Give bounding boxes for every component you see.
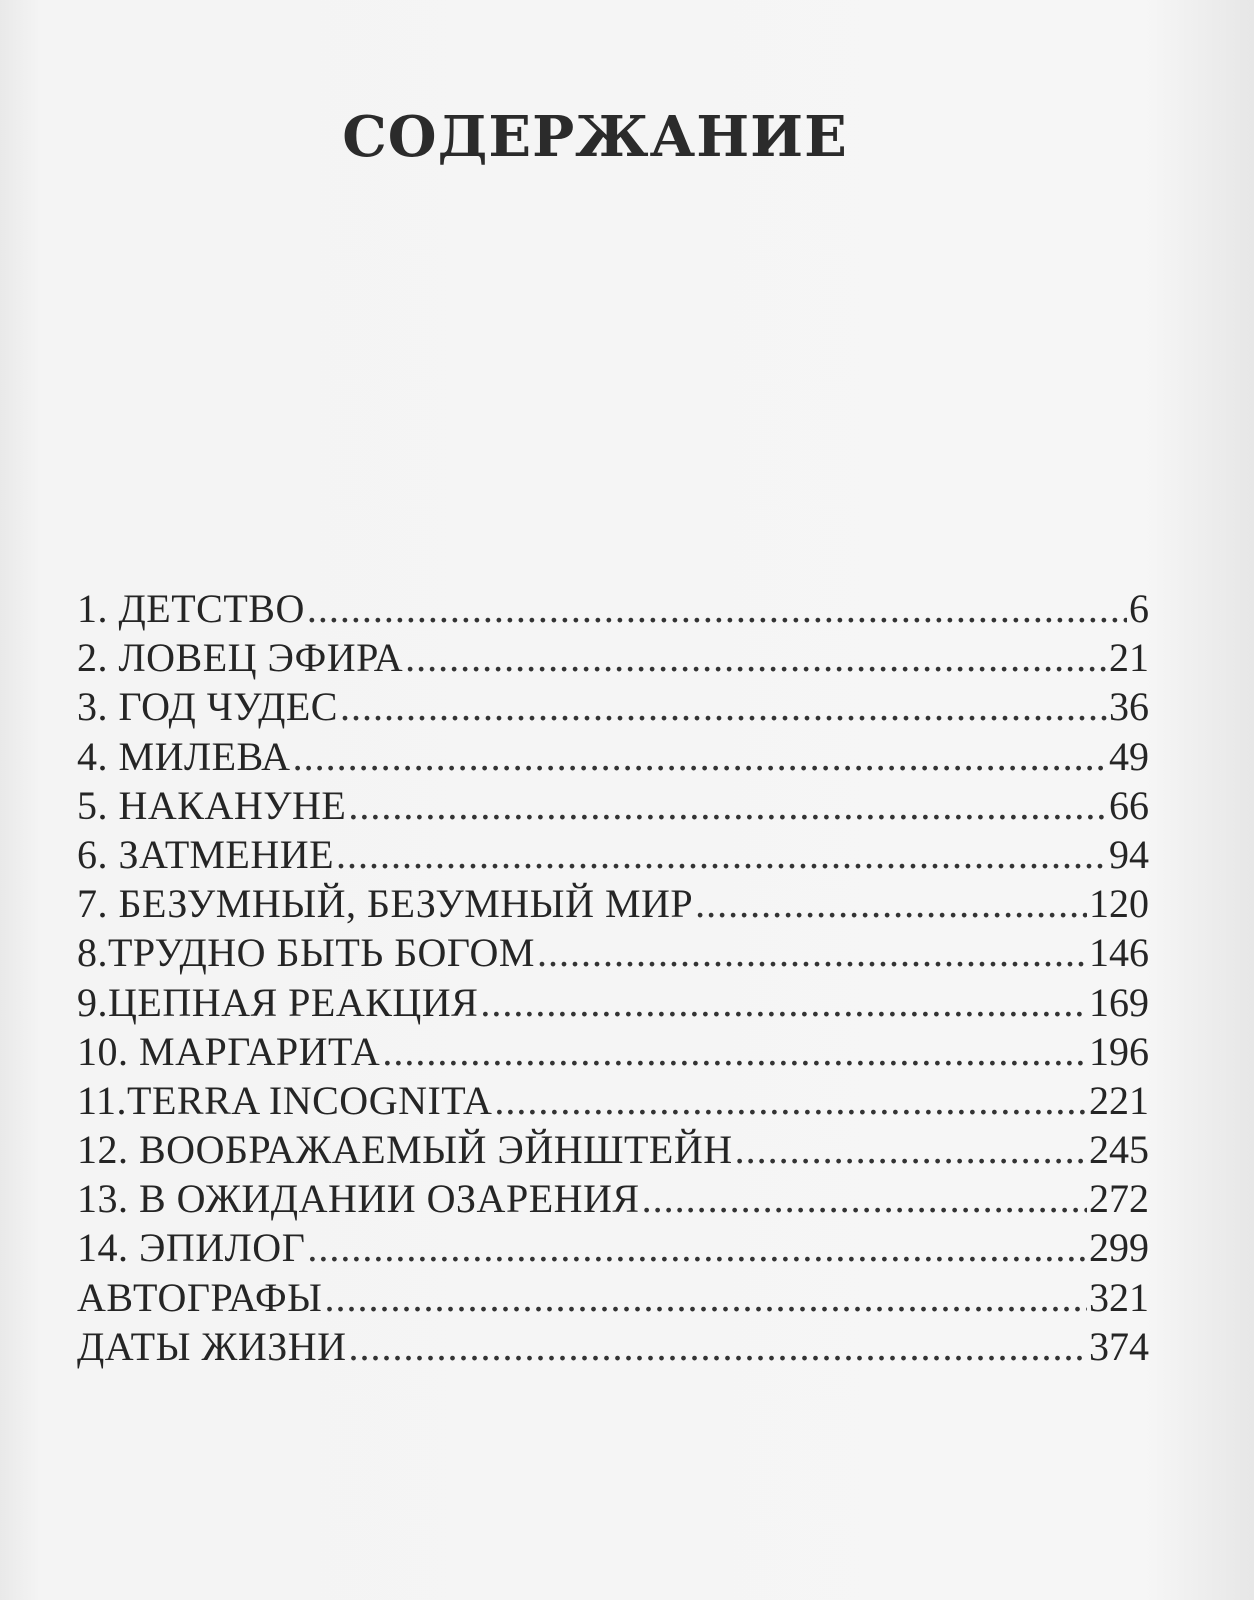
toc-entry — [77, 1077, 1149, 1126]
toc-entry-page: 169 — [1089, 979, 1149, 1025]
toc-entry — [77, 1323, 1149, 1372]
toc-entry-page: 120 — [1089, 881, 1149, 927]
toc-entry-title: 9.ЦЕПНАЯ РЕАКЦИЯ — [77, 979, 479, 1025]
toc-dot-leader — [642, 1175, 1087, 1222]
toc-entry — [77, 585, 1149, 634]
toc-entry-page: 374 — [1089, 1323, 1149, 1369]
toc-entry — [77, 1028, 1149, 1077]
toc-entry-page: 321 — [1089, 1274, 1149, 1320]
toc-entry — [77, 880, 1149, 929]
toc-entry-title: 12. ВООБРАЖАЕМЫЙ ЭЙНШТЕЙН — [77, 1127, 733, 1173]
toc-entry-page: 221 — [1089, 1077, 1149, 1123]
toc-dot-leader — [349, 1323, 1087, 1370]
toc-entry — [77, 1224, 1149, 1273]
toc-dot-leader — [405, 634, 1107, 681]
toc-entry-title: 14. ЭПИЛОГ — [77, 1225, 306, 1271]
toc-entry-title: 10. МАРГАРИТА — [77, 1028, 381, 1074]
toc-entry-page: 272 — [1089, 1176, 1149, 1222]
toc-dot-leader — [480, 979, 1087, 1026]
toc-dot-leader — [537, 929, 1087, 976]
toc-entry-page: 299 — [1089, 1225, 1149, 1271]
toc-dot-leader — [307, 585, 1127, 632]
toc-entry — [77, 1175, 1149, 1224]
toc-entry-title: 2. ЛОВЕЦ ЭФИРА — [77, 635, 404, 681]
toc-entry-title: 11.TERRA INCOGNITA — [77, 1077, 493, 1123]
toc-entry — [77, 1126, 1149, 1175]
toc-entry-title: 8.ТРУДНО БЫТЬ БОГОМ — [77, 930, 535, 976]
toc-entry-page: 146 — [1089, 930, 1149, 976]
toc-dot-leader — [324, 1274, 1087, 1321]
toc-entry-page: 196 — [1089, 1028, 1149, 1074]
toc-entry — [77, 1274, 1149, 1323]
toc-entry-page: 49 — [1109, 733, 1149, 779]
toc-dot-leader — [336, 831, 1107, 878]
page-title: СОДЕРЖАНИЕ — [342, 103, 848, 170]
toc-dot-leader — [494, 1077, 1087, 1124]
toc-entry-title: 3. ГОД ЧУДЕС — [77, 684, 338, 730]
toc-dot-leader — [382, 1028, 1087, 1075]
toc-entry-title: 13. В ОЖИДАНИИ ОЗАРЕНИЯ — [77, 1176, 640, 1222]
toc-entry-page: 94 — [1109, 831, 1149, 877]
table-of-contents — [77, 585, 1149, 1372]
page-edge-shadow — [1150, 0, 1254, 1600]
toc-dot-leader — [348, 782, 1107, 829]
toc-entry-page: 36 — [1109, 684, 1149, 730]
toc-entry-page: 21 — [1109, 635, 1149, 681]
toc-entry-title: АВТОГРАФЫ — [77, 1274, 323, 1320]
toc-entry — [77, 634, 1149, 683]
toc-dot-leader — [735, 1126, 1087, 1173]
toc-dot-leader — [307, 1224, 1087, 1271]
toc-entry — [77, 683, 1149, 732]
toc-entry-page: 66 — [1109, 782, 1149, 828]
toc-dot-leader — [695, 880, 1087, 927]
toc-entry-title: 7. БЕЗУМНЫЙ, БЕЗУМНЫЙ МИР — [77, 881, 694, 927]
toc-entry-page: 6 — [1129, 586, 1149, 631]
toc-entry — [77, 979, 1149, 1028]
toc-dot-leader — [293, 733, 1107, 780]
toc-entry — [77, 782, 1149, 831]
toc-entry-title: ДАТЫ ЖИЗНИ — [77, 1323, 347, 1369]
toc-dot-leader — [340, 683, 1107, 730]
toc-entry-page: 245 — [1089, 1127, 1149, 1173]
toc-entry — [77, 733, 1149, 782]
toc-entry — [77, 929, 1149, 978]
toc-entry-title: 5. НАКАНУНЕ — [77, 782, 347, 828]
toc-entry-title: 6. ЗАТМЕНИЕ — [77, 831, 335, 877]
toc-entry — [77, 831, 1149, 880]
toc-entry-title: 1. ДЕТСТВО — [77, 586, 305, 631]
toc-entry-title: 4. МИЛЕВА — [77, 733, 291, 779]
